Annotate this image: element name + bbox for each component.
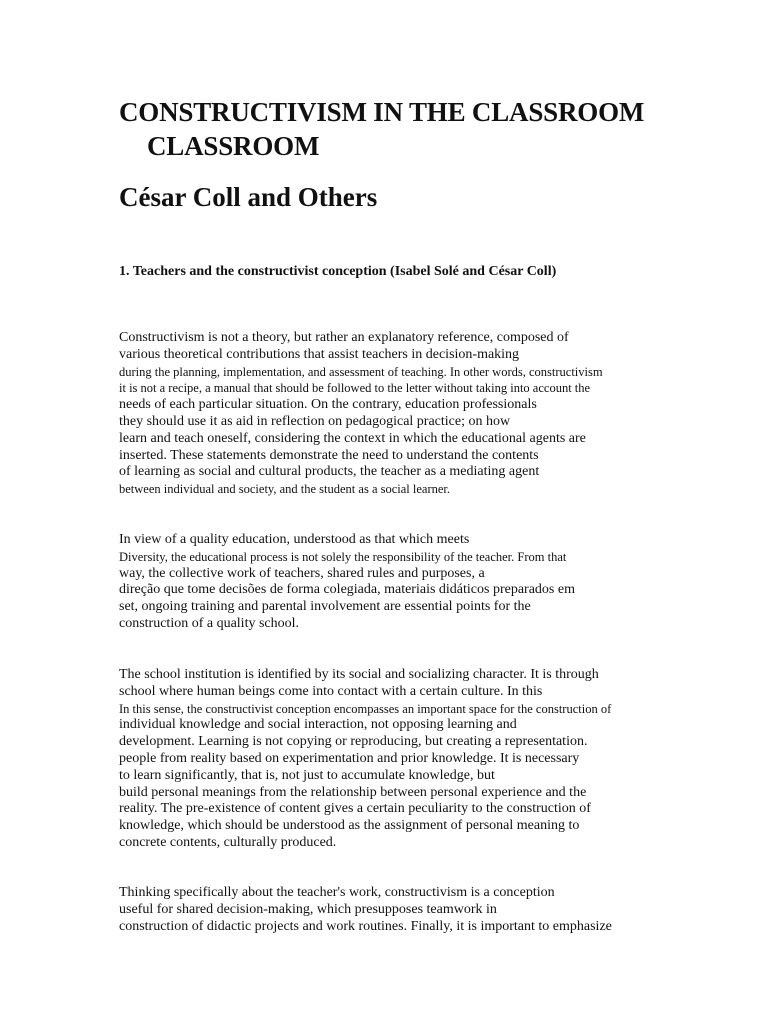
paragraph-line: they should use it as aid in reflection on pedagogical practice; on how	[119, 413, 511, 429]
paragraph-line: individual knowledge and social interaction, not opposing learning and	[119, 717, 517, 733]
title-line-2: CLASSROOM	[147, 131, 320, 161]
paragraph-line: build personal meanings from the relationship between personal experience and the	[119, 784, 587, 800]
document-title	[119, 95, 644, 163]
paragraph-line: school where human beings come into contact with a certain culture. In this	[119, 683, 543, 699]
paragraph-line: In view of a quality education, understood as that which meets	[119, 532, 470, 547]
paragraph-line: construction of didactic projects and work routines. Finally, it is important to emphasize	[119, 918, 612, 934]
paragraph-line: In this sense, the constructivist conception encompasses an important space for the construction of	[119, 701, 612, 716]
paragraph-line: reality. The pre-existence of content gives a certain peculiarity to the construction of	[119, 801, 591, 817]
paragraph-line: it is not a recipe, a manual that should be followed to the letter without taking into account the	[119, 381, 591, 396]
paragraph-line: between individual and society, and the student as a social learner.	[119, 482, 451, 497]
paragraph-line: concrete contents, culturally produced.	[119, 834, 337, 850]
paragraph-line: during the planning, implementation, and assessment of teaching. In other words, constructivism	[119, 364, 603, 379]
paragraph-line: Constructivism is not a theory, but rather an explanatory reference, composed of	[119, 330, 569, 345]
section-heading: 1. Teachers and the constructivist conception (Isabel Solé and César Coll)	[119, 264, 557, 279]
paragraph-line: set, ongoing training and parental involvement are essential points for the	[119, 599, 531, 615]
paragraph-line: to learn significantly, that is, not just to accumulate knowledge, but	[119, 767, 495, 783]
paragraph-3	[119, 667, 611, 852]
author-line: César Coll and Others	[119, 182, 378, 212]
paragraph-line: direção que tome decisões de forma colegiada, materiais didáticos preparados em	[119, 582, 575, 598]
paragraph-line: inserted. These statements demonstrate the need to understand the contents	[119, 447, 539, 463]
paragraph-line: The school institution is identified by its social and socializing character. It is through	[119, 667, 599, 682]
paragraph-2	[119, 532, 575, 633]
paragraph-1	[119, 330, 603, 498]
paragraph-4	[119, 885, 612, 935]
title-line-1: CONSTRUCTIVISM IN THE CLASSROOM	[119, 97, 645, 127]
paragraph-line: way, the collective work of teachers, shared rules and purposes, a	[119, 565, 485, 581]
paragraph-line: Thinking specifically about the teacher's work, constructivism is a conception	[119, 885, 555, 900]
paragraph-line: construction of a quality school.	[119, 615, 300, 631]
paragraph-line: people from reality based on experimentation and prior knowledge. It is necessary	[119, 750, 580, 766]
paragraph-line: knowledge, which should be understood as the assignment of personal meaning to	[119, 818, 580, 834]
paragraph-line: development. Learning is not copying or reproducing, but creating a representation.	[119, 734, 588, 750]
paragraph-line: needs of each particular situation. On the contrary, education professionals	[119, 397, 537, 413]
paragraph-line: useful for shared decision-making, which presupposes teamwork in	[119, 901, 497, 917]
paragraph-line: learn and teach oneself, considering the context in which the educational agents are	[119, 430, 586, 446]
paragraph-line: various theoretical contributions that assist teachers in decision-making	[119, 346, 520, 362]
paragraph-line: of learning as social and cultural products, the teacher as a mediating agent	[119, 464, 540, 480]
paragraph-line: Diversity, the educational process is not solely the responsibility of the teacher. From that	[119, 549, 567, 564]
